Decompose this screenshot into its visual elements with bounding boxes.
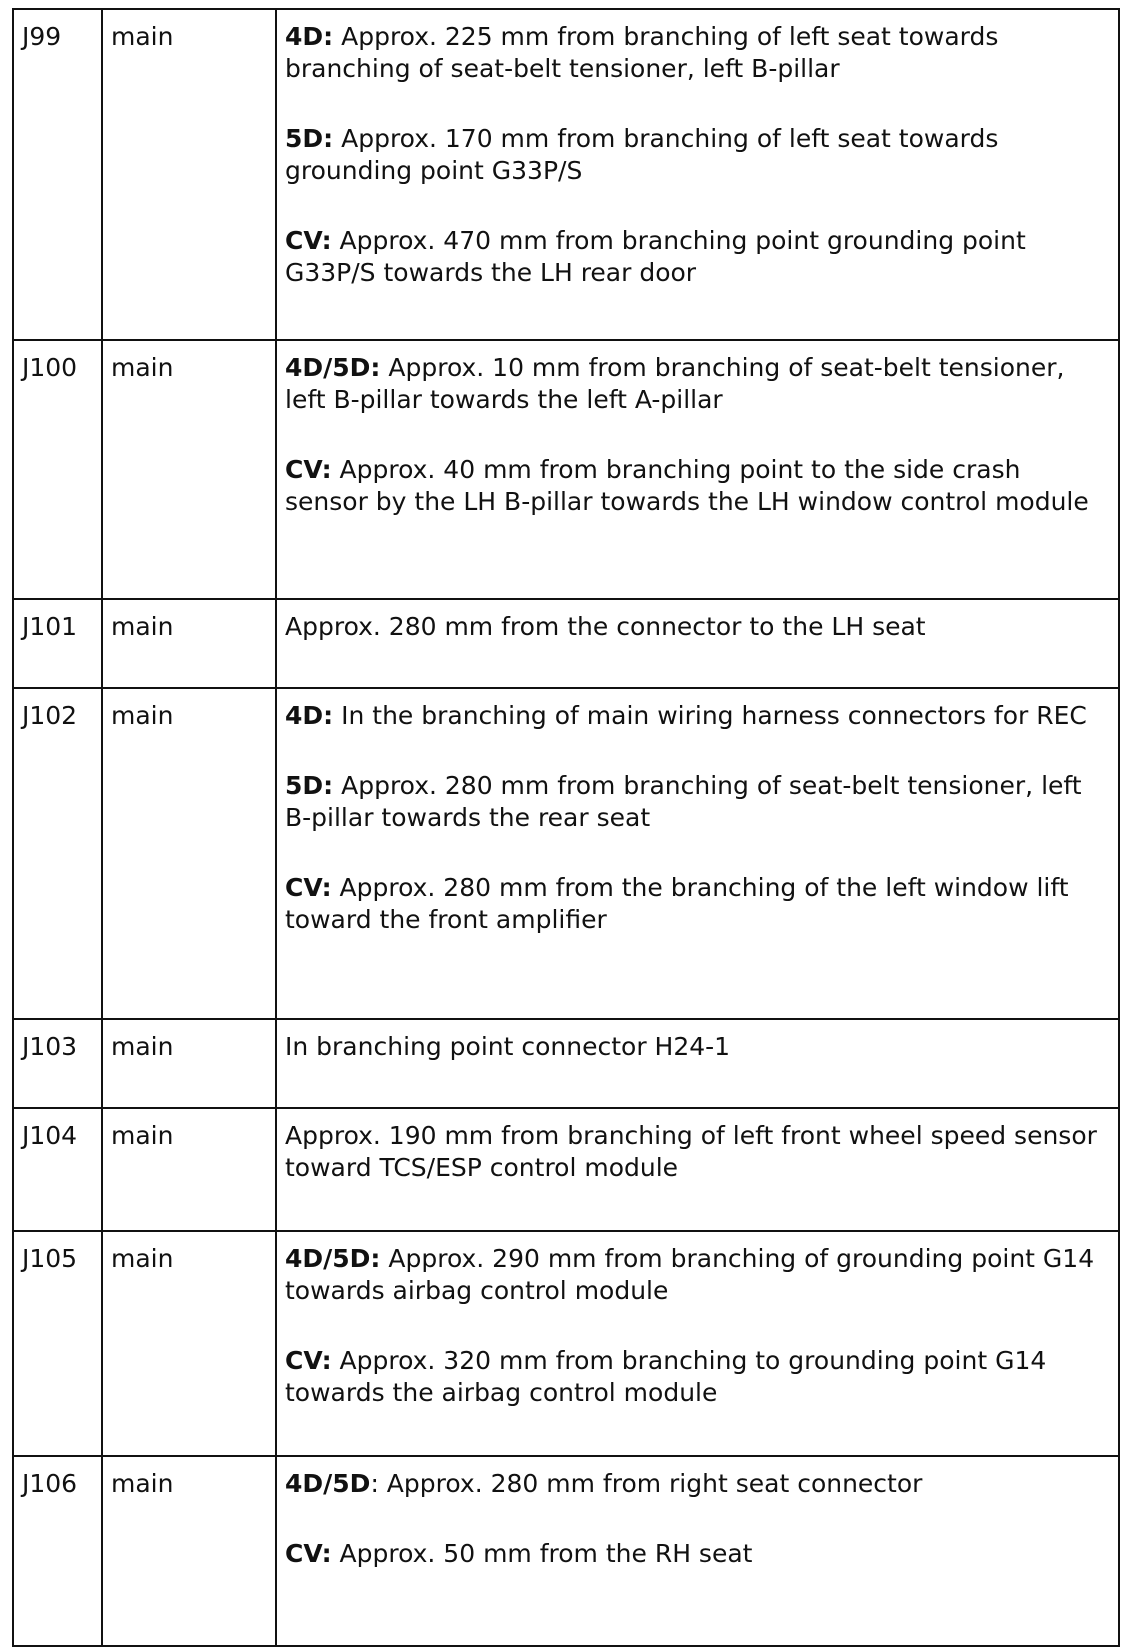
location-text: Approx. 40 mm from branching point to the side crash sensor by the LH B-pillar towards the LH window control module [285, 455, 1089, 516]
location-text: Approx. 225 mm from branching of left seat towards branching of seat-belt tensioner, left B-pillar [285, 22, 999, 83]
location-entry [285, 225, 1110, 289]
location-text: : Approx. 280 mm from right seat connector [370, 1469, 923, 1498]
variant-label: CV: [285, 873, 332, 902]
table-row [13, 1231, 1119, 1456]
splice-id-cell: J99 [13, 9, 102, 340]
location-entry [285, 770, 1110, 834]
location-cell [276, 1108, 1119, 1231]
variant-label: 4D/5D [285, 1469, 371, 1498]
location-entry [285, 123, 1110, 187]
harness-cell: main [102, 599, 276, 688]
splice-id-cell: J102 [13, 688, 102, 1019]
variant-label: 5D: [285, 771, 334, 800]
splice-id-cell: J103 [13, 1019, 102, 1108]
location-entry [285, 872, 1110, 936]
table-row [13, 1019, 1119, 1108]
location-cell [276, 1231, 1119, 1456]
location-text: In the branching of main wiring harness connectors for REC [333, 701, 1087, 730]
variant-label: CV: [285, 226, 332, 255]
variant-label: 4D/5D: [285, 353, 381, 382]
location-text: Approx. 320 mm from branching to grounding point G14 towards the airbag control module [285, 1346, 1047, 1407]
splice-id-cell: J105 [13, 1231, 102, 1456]
location-entry [285, 21, 1110, 85]
location-text: Approx. 280 mm from the connector to the LH seat [285, 612, 926, 641]
location-entry [285, 611, 1110, 643]
location-text: Approx. 10 mm from branching of seat-belt tensioner, left B-pillar towards the left A-pillar [285, 353, 1065, 414]
table-row [13, 599, 1119, 688]
table-row [13, 1108, 1119, 1231]
harness-cell: main [102, 1019, 276, 1108]
harness-cell: main [102, 1231, 276, 1456]
table-body [13, 9, 1119, 1646]
location-entry [285, 1031, 1110, 1063]
location-entry [285, 1468, 1110, 1500]
harness-cell: main [102, 9, 276, 340]
location-cell [276, 1019, 1119, 1108]
table-row [13, 340, 1119, 599]
location-cell [276, 9, 1119, 340]
harness-cell: main [102, 1456, 276, 1646]
location-cell [276, 340, 1119, 599]
document-page [12, 8, 1118, 1647]
table-row [13, 688, 1119, 1019]
location-text: Approx. 280 mm from branching of seat-belt tensioner, left B-pillar towards the rear seat [285, 771, 1082, 832]
location-cell [276, 688, 1119, 1019]
location-text: Approx. 50 mm from the RH seat [331, 1539, 753, 1568]
location-cell [276, 599, 1119, 688]
location-text: Approx. 470 mm from branching point grounding point G33P/S towards the LH rear door [285, 226, 1026, 287]
variant-label: CV: [285, 455, 332, 484]
location-text: Approx. 290 mm from branching of grounding point G14 towards airbag control module [285, 1244, 1095, 1305]
location-text: In branching point connector H24-1 [285, 1032, 731, 1061]
location-text: Approx. 280 mm from the branching of the left window lift toward the front amplifier [285, 873, 1069, 934]
variant-label: CV: [285, 1539, 332, 1568]
harness-cell: main [102, 688, 276, 1019]
location-cell [276, 1456, 1119, 1646]
location-entry [285, 1345, 1110, 1409]
location-text: Approx. 170 mm from branching of left seat towards grounding point G33P/S [285, 124, 999, 185]
variant-label: 4D: [285, 701, 334, 730]
splice-id-cell: J106 [13, 1456, 102, 1646]
variant-label: CV: [285, 1346, 332, 1375]
location-entry [285, 352, 1110, 416]
location-entry [285, 1538, 1110, 1570]
location-entry [285, 1243, 1110, 1307]
location-entry [285, 700, 1110, 732]
harness-cell: main [102, 340, 276, 599]
location-entry [285, 454, 1110, 518]
variant-label: 5D: [285, 124, 334, 153]
splice-location-table [12, 8, 1120, 1647]
variant-label: 4D/5D: [285, 1244, 381, 1273]
table-row [13, 1456, 1119, 1646]
splice-id-cell: J101 [13, 599, 102, 688]
splice-id-cell: J100 [13, 340, 102, 599]
location-entry [285, 1120, 1110, 1184]
splice-id-cell: J104 [13, 1108, 102, 1231]
location-text: Approx. 190 mm from branching of left front wheel speed sensor toward TCS/ESP control module [285, 1121, 1097, 1182]
harness-cell: main [102, 1108, 276, 1231]
table-row [13, 9, 1119, 340]
variant-label: 4D: [285, 22, 334, 51]
